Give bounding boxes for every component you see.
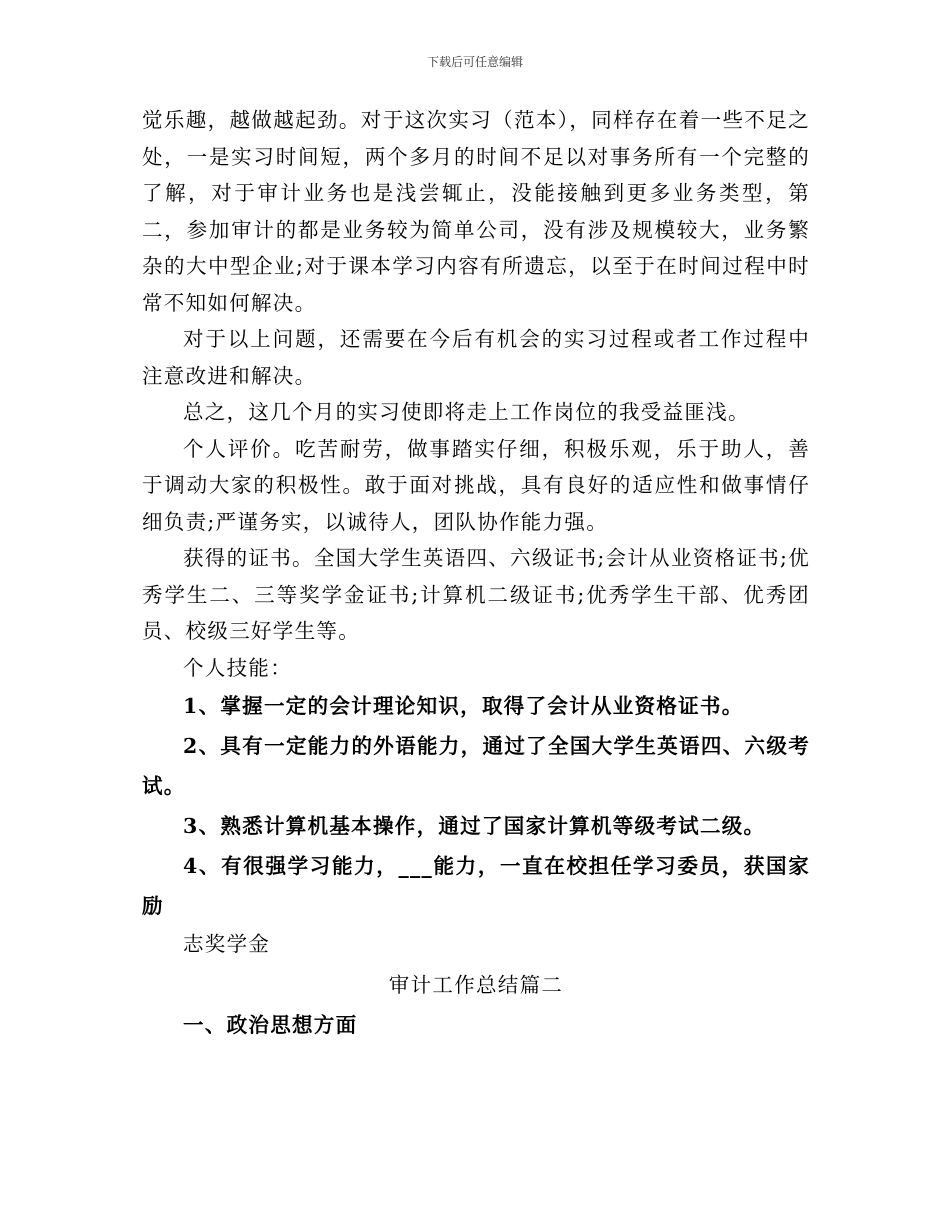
skill-item-3: 3、熟悉计算机基本操作，通过了国家计算机等级考试二级。 xyxy=(183,814,766,838)
skill-item-4: 4、有很强学习能力，___能力，一直在校担任学习委员，获国家励 xyxy=(142,854,810,918)
paragraph-continuation: 觉乐趣，越做越起劲。对于这次实习（范本），同样存在着一些不足之处，一是实习时间短，两个多月的时间不足以对事务所有一个完整的了解，对于审计业务也是浅尝辄止，没能接触到更多业务类型，第二，参加审计的都是业务较为简单公司，没有涉及规模较大，业务繁杂的大中型企业;对于课本学习内容有所遗忘，以至于在时间过程中时常不知如何解决。 xyxy=(142,108,810,315)
paragraph-improvement: 对于以上问题，还需要在今后有机会的实习过程或者工作过程中注意改进和解决。 xyxy=(142,327,810,388)
paragraph-summary: 总之，这几个月的实习使即将走上工作岗位的我受益匪浅。 xyxy=(183,400,750,424)
paragraph-scholarship: 志奖学金 xyxy=(183,932,271,956)
skill-item-2: 2、具有一定能力的外语能力，通过了全国大学生英语四、六级考试。 xyxy=(142,734,810,798)
section-title: 审计工作总结篇二 xyxy=(388,972,564,997)
skill-item-1: 1、掌握一定的会计理论知识，取得了会计从业资格证书。 xyxy=(183,694,744,718)
page-header: 下载后可任意编辑 xyxy=(426,55,523,69)
paragraph-self-evaluation: 个人评价。吃苦耐劳，做事踏实仔细，积极乐观，乐于助人，善于调动大家的积极性。敢于面对挑战，具有良好的适应性和做事情仔细负责;严谨务实，以诚待人，团队协作能力强。 xyxy=(142,436,810,534)
document-body xyxy=(142,102,810,1044)
paragraph-skills-heading: 个人技能： xyxy=(183,655,292,680)
section-heading: 一、政治思想方面 xyxy=(183,1013,358,1037)
paragraph-certificates: 获得的证书。全国大学生英语四、六级证书;会计从业资格证书;优秀学生二、三等奖学金证书;计算机二级证书;优秀学生干部、优秀团员、校级三好学生等。 xyxy=(142,546,810,643)
